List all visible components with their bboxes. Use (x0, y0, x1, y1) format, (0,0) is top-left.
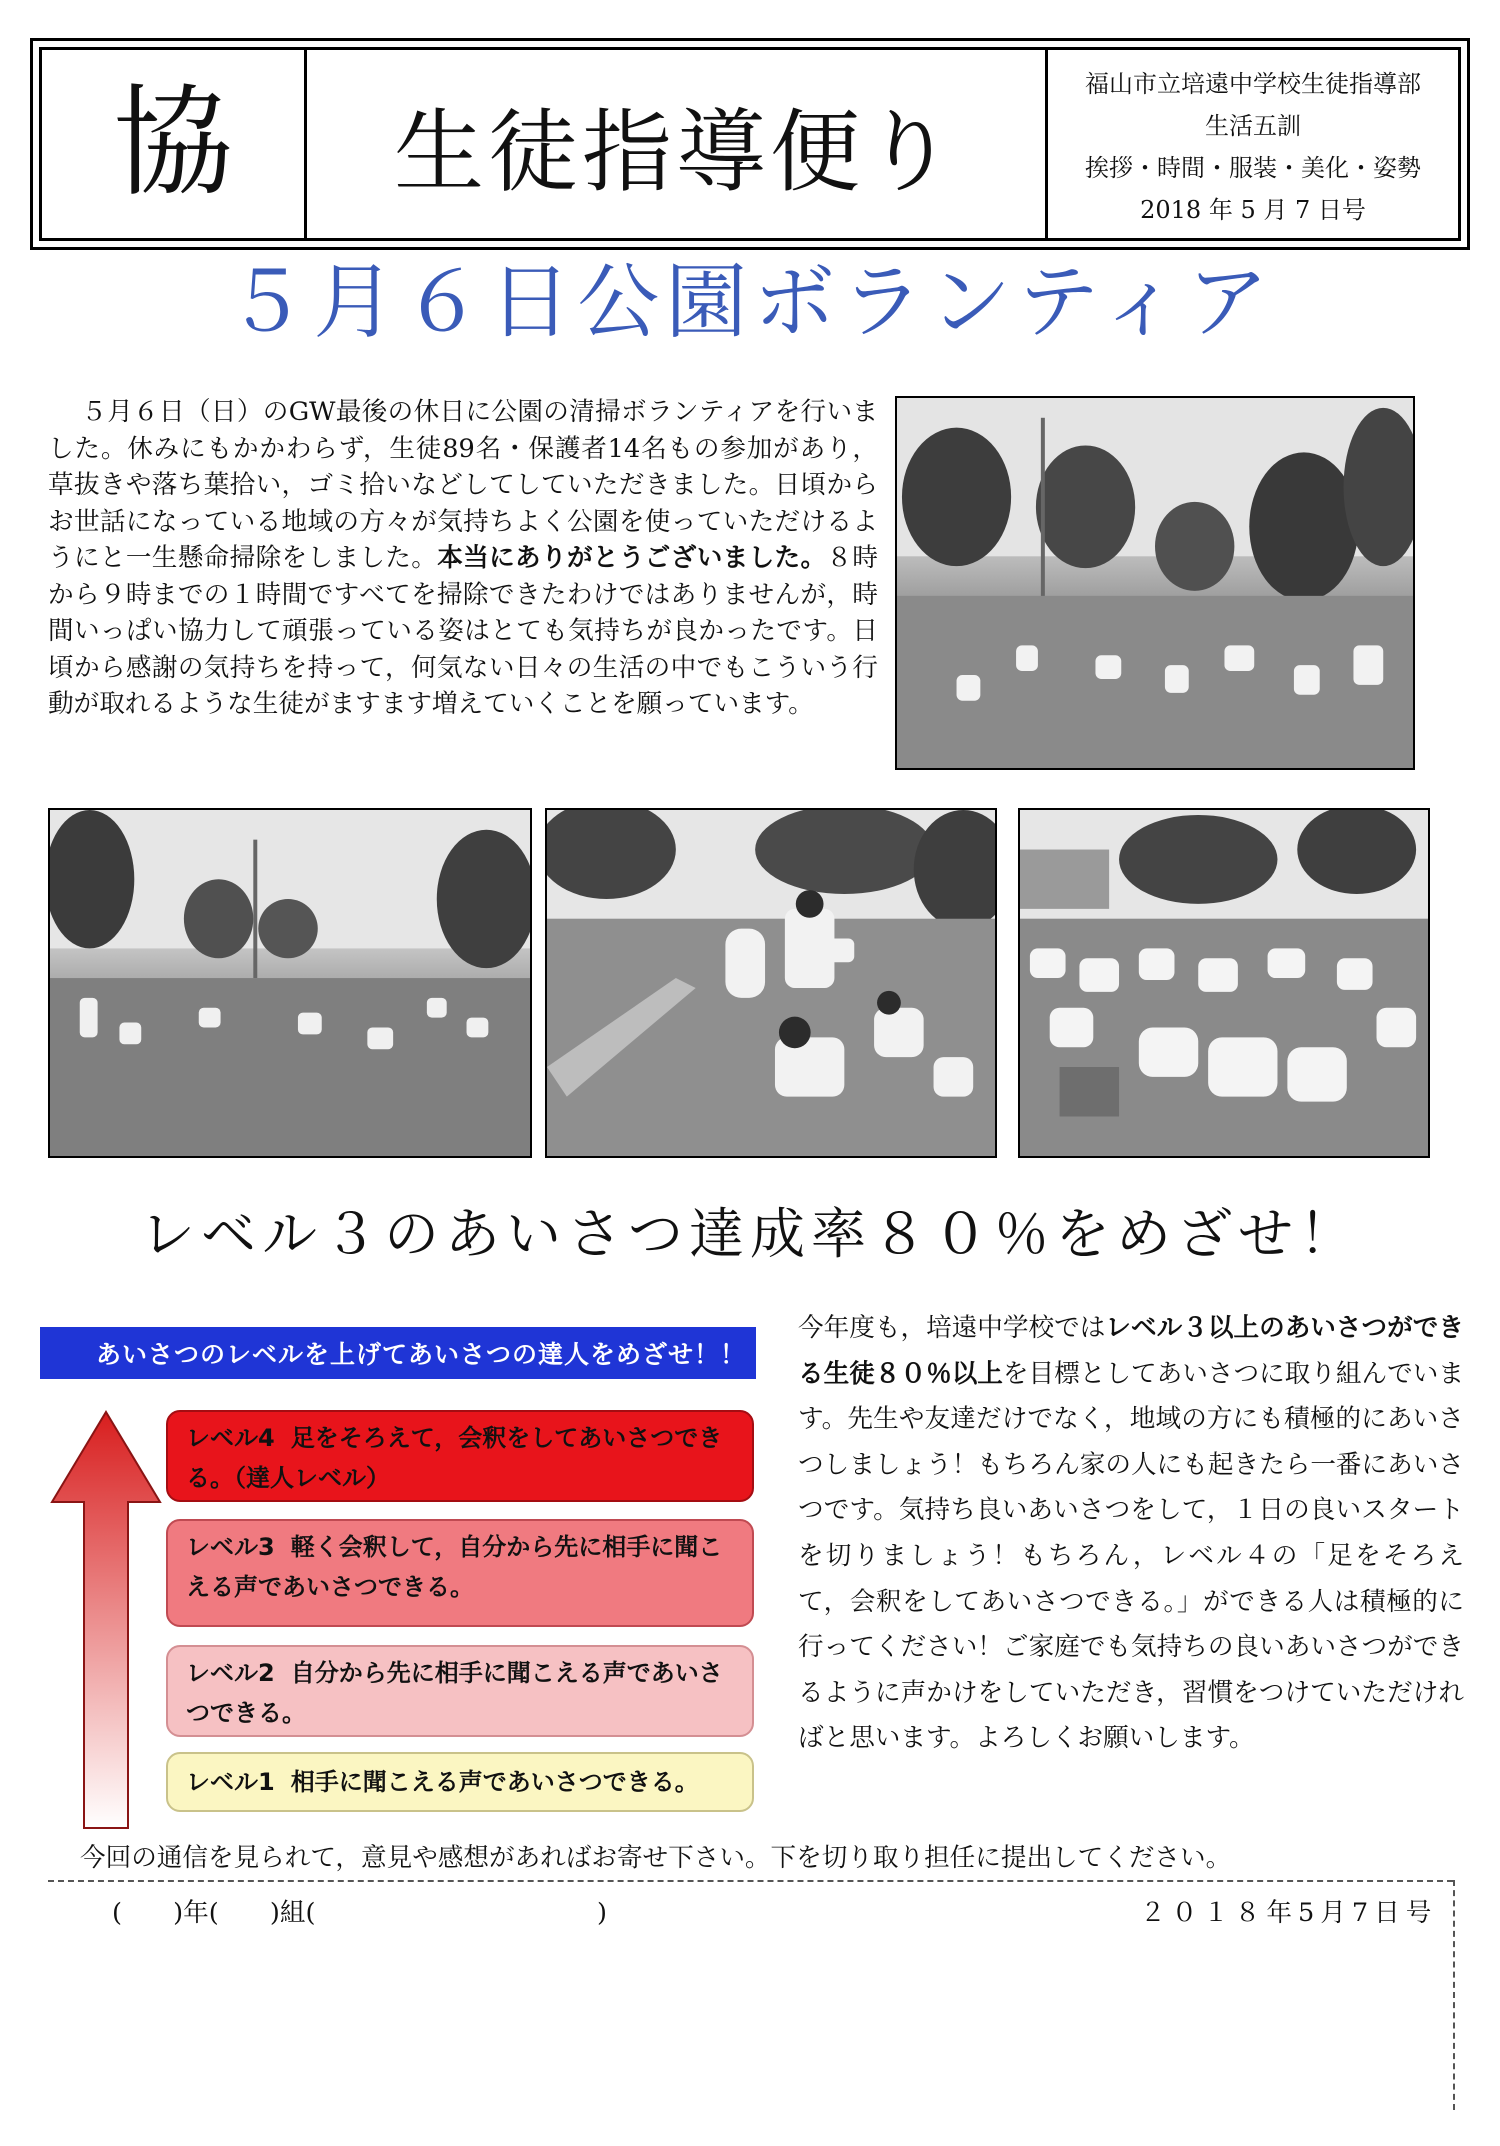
masthead (30, 38, 1470, 250)
up-arrow-icon (50, 1410, 162, 1830)
level-2-label: レベル2 (186, 1659, 275, 1687)
article-body (48, 394, 878, 723)
article-thanks: 本当にありがとうございました。 (437, 543, 827, 573)
greeting-goal-headline: レベル３のあいさつ達成率８０％をめざせ！ (139, 1202, 1360, 1266)
cut-line-vertical (1453, 1880, 1455, 2110)
cut-line (48, 1880, 1453, 1882)
greeting-level-banner: あいさつのレベルを上げてあいさつの達人をめざせ！！ (40, 1327, 756, 1379)
greeting-level-2 (166, 1645, 754, 1737)
motto-title: 生活五訓 (1205, 111, 1301, 140)
park-cleanup-photo-3 (1018, 808, 1430, 1158)
greeting-level-3 (166, 1519, 754, 1627)
level-3-text: 軽く会釈して，自分から先に相手に聞こえる声であいさつできる。 (186, 1533, 723, 1601)
greeting-message (798, 1306, 1464, 1762)
level-1-text: 相手に聞こえる声であいさつできる。 (290, 1768, 699, 1796)
class-name-form[interactable]: ( )年( )組( ) (112, 1898, 608, 1928)
greeting-message-intro: 今年度も，培遠中学校では (798, 1313, 1106, 1343)
organization-name: 福山市立培遠中学校生徒指導部 (1085, 69, 1421, 98)
form-issue-date: ２０１８年5月7日号 (1140, 1898, 1438, 1928)
greeting-message-body: を目標としてあいさつに取り組んでいます。先生や友達だけでなく，地域の方にも積極的にあいさつしましょう！もちろん家の人にも起きたら一番にあいさつです。気持ち良いあいさつをして，１日の良いスタートを切りましょう！もちろん，レベル４の「足をそろえて，会釈をしてあいさつできる。」ができる人は積極的に行ってください！ご家庭でも気持ちの良いあいさつができるように声かけをしていただき，習慣をつけていただければと思います。よろしくお願いします。 (798, 1358, 1464, 1754)
newsletter-title: 生徒指導便り (307, 50, 1048, 238)
issue-date: 2018 年 5 月 7 日号 (1140, 195, 1366, 224)
park-cleanup-photo-2 (545, 808, 997, 1158)
level-2-text: 自分から先に相手に聞こえる声であいさつできる。 (186, 1659, 723, 1727)
park-cleanup-photo-main (895, 396, 1415, 770)
level-3-label: レベル3 (186, 1533, 275, 1561)
masthead-inner (39, 47, 1461, 241)
level-1-label: レベル1 (186, 1768, 275, 1796)
masthead-kanji: 協 (42, 50, 307, 238)
article-headline: ５月６日公園ボランティア (225, 255, 1275, 350)
article-text-1: ５月６日（日）のGW最後の休日に公園の清掃ボランティアを行いました。休みにもかかわらず，生徒89名・保護者14名もの参加があり，草抜きや落ち葉拾い，ゴミ拾いなどしてしていただきました。日頃からお世話になっている地域の方々が気持ちよく公園を使っていただけるようにと一生懸命掃除をしました。 (48, 397, 878, 573)
greeting-level-4 (166, 1410, 754, 1502)
level-4-label: レベル4 (186, 1424, 275, 1452)
masthead-info (1048, 50, 1458, 238)
article-text-2: ８時から９時までの１時間ですべてを掃除できたわけではありませんが，時間いっぱい協力して頑張っている姿はとても気持ちが良かったです。日頃から感謝の気持ちを持って，何気ない日々の生活の中でもこういう行動が取れるような生徒がますます増えていくことを願っています。 (48, 543, 878, 719)
motto: 挨拶・時間・服装・美化・姿勢 (1085, 153, 1421, 182)
park-cleanup-photo-1 (48, 808, 532, 1158)
feedback-request: 今回の通信を見られて，意見や感想があればお寄せ下さい。下を切り取り担任に提出してください。 (80, 1843, 1232, 1873)
greeting-level-1 (166, 1752, 754, 1812)
greeting-goal-highlight: レベル３以上のあいさつができる生徒８０％以上 (798, 1313, 1464, 1389)
level-4-text: 足をそろえて，会釈をしてあいさつできる。（達人レベル） (186, 1424, 723, 1492)
